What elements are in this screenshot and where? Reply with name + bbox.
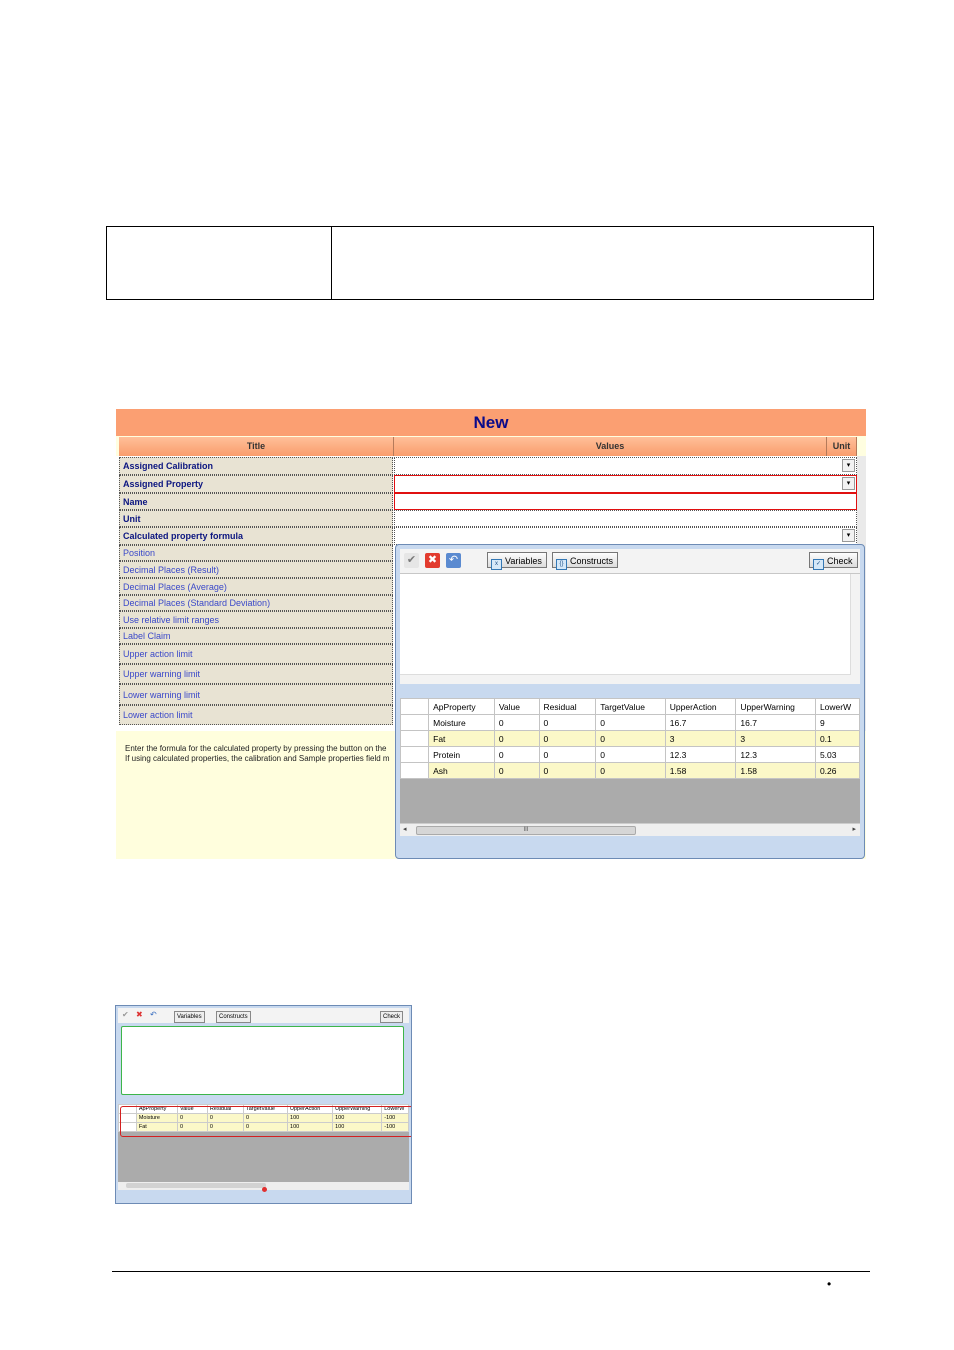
delete-x-icon[interactable]: ✖: [136, 1010, 143, 1019]
window-title: New: [116, 409, 866, 436]
help-panel: [116, 731, 394, 859]
column-header[interactable]: TargetValue: [596, 699, 666, 715]
undo-icon[interactable]: ↶: [446, 553, 461, 568]
column-header[interactable]: ApProperty: [429, 699, 495, 715]
footer-rule: [112, 1271, 870, 1272]
check-button[interactable]: [809, 552, 858, 568]
editor-toolbar: [400, 549, 860, 574]
column-header[interactable]: UpperAction: [288, 1105, 333, 1114]
row-selector[interactable]: [401, 747, 429, 763]
cell[interactable]: 0: [494, 731, 539, 747]
unit-input[interactable]: [394, 510, 857, 527]
column-header-unit[interactable]: Unit: [827, 437, 857, 456]
name-input[interactable]: [394, 493, 857, 510]
cell[interactable]: 0: [539, 747, 596, 763]
property-label: Upper action limit: [119, 644, 393, 664]
dropdown-arrow-icon[interactable]: ▾: [842, 529, 855, 542]
cell[interactable]: 0: [177, 1114, 207, 1123]
column-header[interactable]: Value: [177, 1105, 207, 1114]
column-header[interactable]: Value: [494, 699, 539, 715]
cell[interactable]: 0: [207, 1114, 243, 1123]
editor-horizontal-scrollbar[interactable]: [400, 674, 851, 684]
cell[interactable]: 0: [494, 763, 539, 779]
dropdown-arrow-icon[interactable]: ▾: [842, 477, 855, 490]
cell[interactable]: 0: [244, 1123, 288, 1132]
table-horizontal-scrollbar[interactable]: [400, 823, 860, 836]
scroll-right-icon[interactable]: ▸: [852, 826, 856, 833]
property-label: Lower action limit: [119, 705, 393, 725]
column-header[interactable]: UpperWarning: [333, 1105, 382, 1114]
cell[interactable]: 1.58: [665, 763, 736, 779]
cell[interactable]: Fat: [429, 731, 495, 747]
cell[interactable]: -100: [382, 1123, 409, 1132]
cell[interactable]: 0: [596, 731, 666, 747]
cell[interactable]: 0: [494, 715, 539, 731]
property-label: Decimal Places (Standard Deviation): [119, 595, 393, 611]
new-property-screenshot: [116, 409, 866, 859]
column-header[interactable]: UpperAction: [665, 699, 736, 715]
property-label: Calculated property formula: [119, 527, 393, 545]
cell[interactable]: 100: [333, 1114, 382, 1123]
cell[interactable]: Protein: [429, 747, 495, 763]
column-header[interactable]: LowerW: [815, 699, 859, 715]
row-selector-header: [401, 699, 429, 715]
column-header[interactable]: LowerW: [382, 1105, 409, 1114]
help-line: Enter the formula for the calculated property by pressing the button on the: [125, 744, 387, 753]
property-label: Name: [119, 493, 393, 510]
cell[interactable]: 5.03: [815, 747, 859, 763]
column-header[interactable]: Residual: [539, 699, 596, 715]
cell[interactable]: 0: [596, 763, 666, 779]
cell[interactable]: 3: [736, 731, 816, 747]
scroll-thumb[interactable]: III: [416, 826, 636, 835]
cell[interactable]: 9: [815, 715, 859, 731]
column-header[interactable]: UpperWarning: [736, 699, 816, 715]
help-line: If using calculated properties, the calibration and Sample properties field m: [125, 754, 390, 763]
formula-editor-popup: [395, 544, 865, 859]
cell[interactable]: 100: [288, 1114, 333, 1123]
formula-select[interactable]: [394, 527, 857, 545]
highlight-marker: [262, 1187, 267, 1192]
property-values-table: [400, 698, 860, 823]
cell[interactable]: 12.3: [665, 747, 736, 763]
cell[interactable]: 0: [494, 747, 539, 763]
table-row[interactable]: [401, 763, 860, 779]
small-editor-toolbar: [118, 1008, 409, 1023]
table-row[interactable]: [401, 715, 860, 731]
editor-vertical-scrollbar[interactable]: [850, 574, 860, 684]
cell[interactable]: 3: [665, 731, 736, 747]
footer-bullet: •: [827, 1277, 832, 1291]
cell[interactable]: 0: [539, 715, 596, 731]
cell[interactable]: 0: [177, 1123, 207, 1132]
cell[interactable]: 0.1: [815, 731, 859, 747]
note-table-divider: [331, 227, 332, 299]
checkmark-icon[interactable]: ✔: [404, 553, 419, 568]
checkmark-icon[interactable]: ✔: [122, 1010, 129, 1019]
cell[interactable]: 0: [596, 715, 666, 731]
variables-button[interactable]: Variables: [174, 1011, 205, 1023]
property-label: Assigned Property: [119, 475, 393, 493]
cell[interactable]: 0: [244, 1114, 288, 1123]
cell[interactable]: 16.7: [665, 715, 736, 731]
constructs-label: Constructs: [570, 556, 614, 566]
property-label: Lower warning limit: [119, 684, 393, 705]
cell[interactable]: Ash: [429, 763, 495, 779]
column-header[interactable]: Residual: [207, 1105, 243, 1114]
cell[interactable]: 1.58: [736, 763, 816, 779]
assigned-calibration-select[interactable]: [394, 457, 857, 475]
check-button[interactable]: Check: [380, 1011, 403, 1023]
property-label: Unit: [119, 510, 393, 527]
cell[interactable]: Moisture: [429, 715, 495, 731]
table-row[interactable]: [401, 731, 860, 747]
property-label: Upper warning limit: [119, 664, 393, 684]
cell[interactable]: Moisture: [136, 1114, 177, 1123]
table-row[interactable]: [401, 747, 860, 763]
column-header[interactable]: ApProperty: [136, 1105, 177, 1114]
property-label: Position: [119, 545, 393, 561]
property-label: Decimal Places (Average): [119, 578, 393, 595]
column-header-title[interactable]: Title: [119, 437, 394, 456]
cell[interactable]: 0: [539, 731, 596, 747]
variables-label: Variables: [505, 556, 542, 566]
row-selector[interactable]: [401, 715, 429, 731]
column-header-values[interactable]: Values: [394, 437, 827, 456]
scroll-thumb[interactable]: [126, 1183, 266, 1188]
constructs-button[interactable]: Constructs: [216, 1011, 251, 1023]
row-selector[interactable]: [401, 731, 429, 747]
formula-text-area[interactable]: [400, 574, 860, 684]
note-table: [106, 226, 874, 300]
variables-button[interactable]: [487, 552, 547, 568]
cell[interactable]: -100: [382, 1114, 409, 1123]
cell[interactable]: Fat: [136, 1123, 177, 1132]
column-header[interactable]: TargetValue: [244, 1105, 288, 1114]
undo-icon[interactable]: ↶: [150, 1010, 157, 1019]
property-label: Assigned Calibration: [119, 457, 393, 475]
check-label: Check: [827, 556, 853, 566]
cell[interactable]: 0: [596, 747, 666, 763]
property-label: Decimal Places (Result): [119, 561, 393, 578]
dropdown-arrow-icon[interactable]: ▾: [842, 459, 855, 472]
check-icon: ✓: [813, 559, 824, 570]
highlight-box: [120, 1106, 412, 1137]
cell[interactable]: 0: [207, 1123, 243, 1132]
assigned-property-select[interactable]: [394, 475, 857, 493]
constructs-icon: {}: [556, 559, 567, 570]
small-editor-screenshot: [115, 1005, 412, 1204]
cell[interactable]: 100: [288, 1123, 333, 1132]
cell[interactable]: 0: [539, 763, 596, 779]
property-label: Use relative limit ranges: [119, 611, 393, 628]
row-selector[interactable]: [401, 763, 429, 779]
cell[interactable]: 100: [333, 1123, 382, 1132]
cell[interactable]: 16.7: [736, 715, 816, 731]
cell[interactable]: 12.3: [736, 747, 816, 763]
constructs-button[interactable]: [552, 552, 618, 568]
formula-text-area[interactable]: [121, 1026, 404, 1095]
delete-x-icon[interactable]: ✖: [425, 553, 440, 568]
scroll-left-icon[interactable]: ◂: [403, 826, 407, 833]
property-label: Label Claim: [119, 628, 393, 644]
variables-icon: x: [491, 559, 502, 570]
cell[interactable]: 0.26: [815, 763, 859, 779]
